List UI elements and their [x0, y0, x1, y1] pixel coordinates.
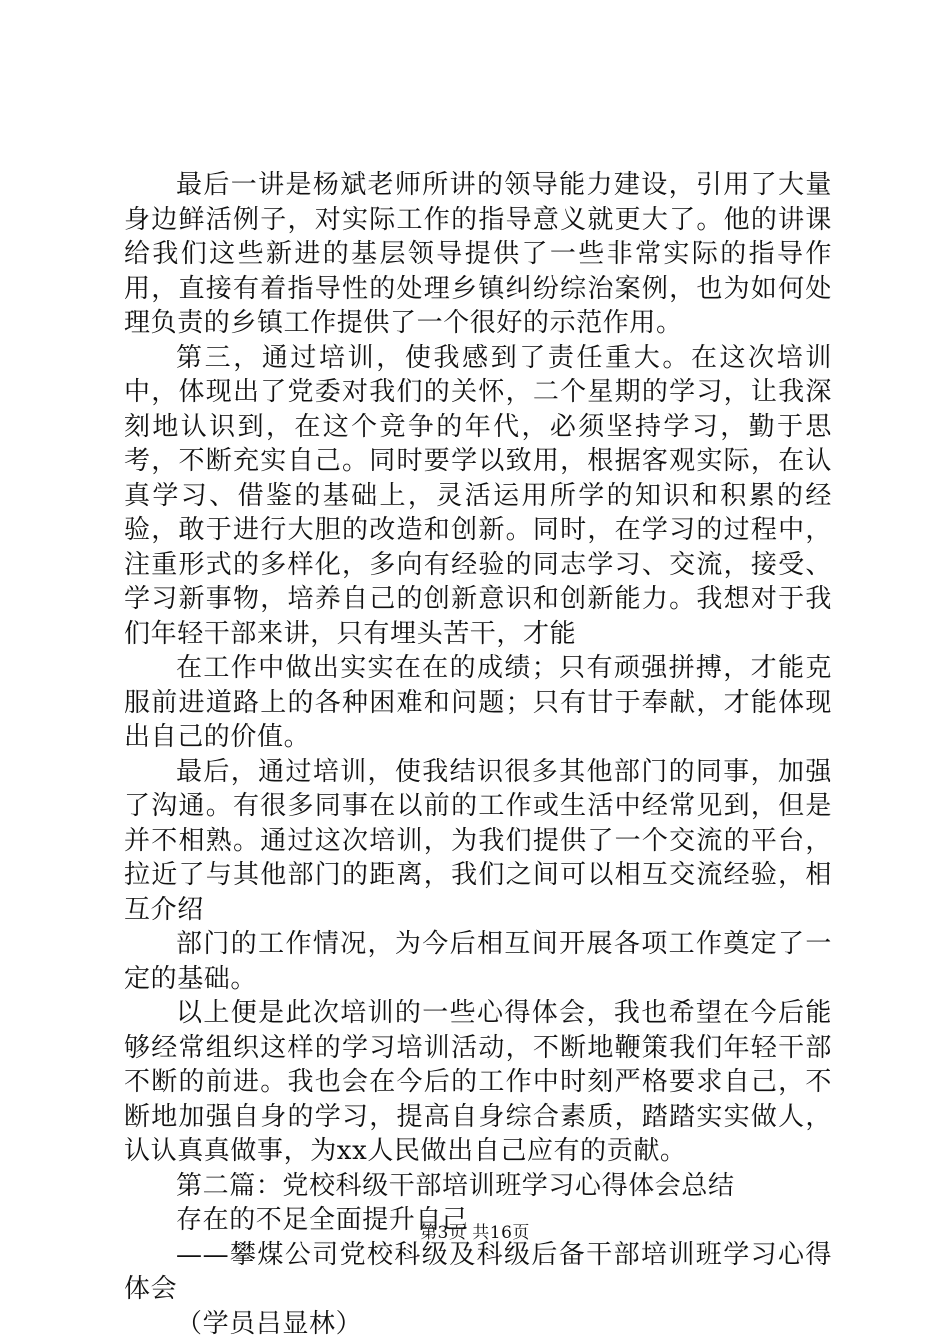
- paragraph-third-point: 第三，通过培训，使我感到了责任重大。在这次培训中，体现出了党委对我们的关怀，二个星期的学习，让我深刻地认识到，在这个竞争的年代，必须坚持学习，勤于思考，不断充实自己。同时要学以致用，根据客观实际，在认真学习、借鉴的基础上，灵活运用所学的知识和积累的经验，敢于进行大胆的改造和创新。同时，在学习的过程中，注重形式的多样化，多向有经验的同志学习、交流，接受、学习新事物，培养自己的创新意识和创新能力。我想对于我们年轻干部来讲，只有埋头苦干，才能: [124, 342, 832, 649]
- author-line: （学员吕显林）: [176, 1308, 363, 1339]
- paragraph-achievements: 在工作中做出实实在在的成绩；只有顽强拼搏，才能克服前进道路上的各种困难和问题；只有甘于奉献，才能体现出自己的价值。: [124, 653, 832, 752]
- section-title-part-two: 第二篇：党校科级干部培训班学习心得体会总结: [176, 1170, 735, 1201]
- paragraph-finally: 最后，通过培训，使我结识很多其他部门的同事，加强了沟通。有很多同事在以前的工作或生活中经常见到，但是并不相熟。通过这次培训，为我们提供了一个交流的平台，拉近了与其他部门的距离，我们之间可以相互交流经验，相互介绍: [124, 756, 832, 925]
- paragraph-conclusion: 以上便是此次培训的一些心得体会，我也希望在今后能够经常组织这样的学习培训活动，不断地鞭策我们年轻干部不断的前进。我也会在今后的工作中时刻严格要求自己，不断地加强自身的学习，提高自身综合素质，踏踏实实做人，认认真真做事，为xx人民做出自己应有的贡献。: [124, 998, 832, 1166]
- page-number-footer: 第3页 共16页: [420, 1223, 530, 1243]
- paragraph-department-work: 部门的工作情况，为今后相互间开展各项工作奠定了一定的基础。: [124, 929, 832, 994]
- paragraph-lecture-yang-bin: 最后一讲是杨斌老师所讲的领导能力建设，引用了大量身边鲜活例子，对实际工作的指导意义就更大了。他的讲课给我们这些新进的基层领导提供了一些非常实际的指导作用，直接有着指导性的处理乡镇纠纷综治案例，也为如何处理负责的乡镇工作提供了一个很好的示范作用。: [124, 170, 832, 338]
- section-subtitle: 存在的不足全面提升自己: [176, 1205, 469, 1235]
- document-body: [124, 168, 832, 1341]
- section-subtitle-company: ——攀煤公司党校科级及科级后备干部培训班学习心得体会: [124, 1239, 832, 1304]
